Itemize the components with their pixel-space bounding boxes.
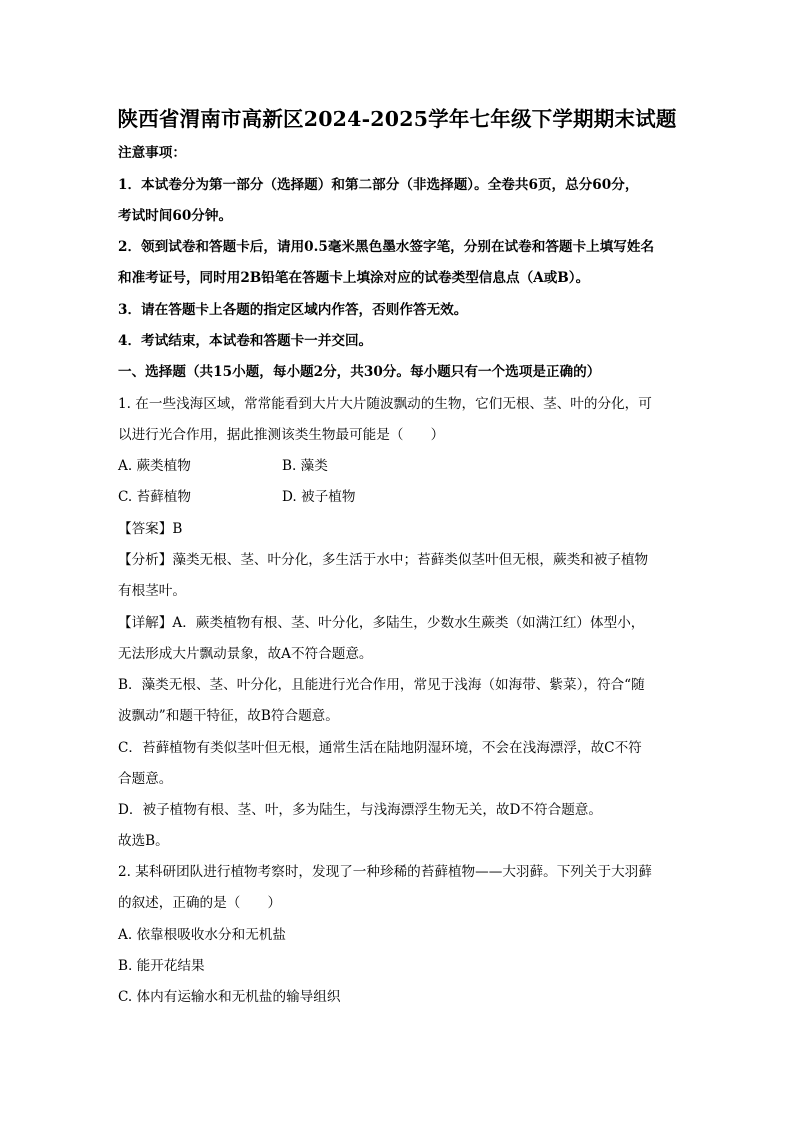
notice-item-3: 3．请在答题卡上各题的指定区域内作答，否则作答无效。: [118, 302, 468, 318]
section-heading: 一、选择题（共15小题，每小题2分，共30分。每小题只有一个选项是正确的）: [118, 364, 601, 380]
notice-item-1-line-2: 考试时间60分钟。: [118, 208, 233, 224]
question-2-option-b: B. 能开花结果: [118, 958, 205, 974]
question-1-detail-c-line-2: 合题意。: [118, 771, 173, 787]
question-1-detail-a-line-2: 无法形成大片飘动景象，故A不符合题意。: [118, 646, 373, 662]
question-1-answer: 【答案】B: [118, 521, 183, 537]
question-1-option-d: D. 被子植物: [282, 489, 356, 505]
question-2-option-c: C. 体内有运输水和无机盐的输导组织: [118, 989, 341, 1005]
notice-item-1-line-1: 1．本试卷分为第一部分（选择题）和第二部分（非选择题）。全卷共6页，总分60分，: [118, 177, 639, 193]
question-1-detail-b-line-1: B．藻类无根、茎、叶分化，且能进行光合作用，常见于浅海（如海带、紫菜），符合“随: [118, 677, 645, 693]
page-title: 陕西省渭南市高新区2024-2025学年七年级下学期期末试题: [117, 107, 677, 131]
question-1-conclusion: 故选B。: [118, 833, 169, 849]
question-1-option-c: C. 苔藓植物: [118, 489, 191, 505]
question-1-option-a: A. 蕨类植物: [118, 458, 191, 474]
question-1-detail-b-line-2: 波飘动”和题干特征，故B符合题意。: [118, 708, 339, 724]
notice-item-4: 4．考试结束，本试卷和答题卡一并交回。: [118, 333, 373, 349]
question-1-stem-line-2: 以进行光合作用，据此推测该类生物最可能是（ ）: [118, 427, 445, 443]
question-1-analysis-line-1: 【分析】藻类无根、茎、叶分化，多生活于水中；苔藓类似茎叶但无根，蕨类和被子植物: [118, 552, 649, 568]
question-1-option-b: B. 藻类: [282, 458, 328, 474]
question-1-detail-d: D．被子植物有根、茎、叶，多为陆生，与浅海漂浮生物无关，故D不符合题意。: [118, 802, 602, 818]
question-1-detail-a-line-1: 【详解】A．蕨类植物有根、茎、叶分化，多陆生，少数水生蕨类（如满江红）体型小，: [118, 615, 645, 631]
question-1-analysis-line-2: 有根茎叶。: [118, 583, 186, 599]
question-1-detail-c-line-1: C．苔藓植物有类似茎叶但无根，通常生活在陆地阴湿环境，不会在浅海漂浮，故C不符: [118, 740, 642, 756]
question-2-stem-line-2: 的叙述，正确的是（ ）: [118, 895, 282, 911]
notice-item-2-line-2: 和准考证号，同时用2B铅笔在答题卡上填涂对应的试卷类型信息点（A或B）。: [118, 270, 590, 286]
notice-heading: 注意事项：: [118, 145, 186, 161]
question-2-stem-line-1: 2. 某科研团队进行植物考察时，发现了一种珍稀的苔藓植物——大羽藓。下列关于大羽藓: [118, 864, 652, 880]
notice-item-2-line-1: 2．领到试卷和答题卡后，请用0.5毫米黑色墨水签字笔，分别在试卷和答题卡上填写姓名: [118, 239, 655, 255]
question-1-stem-line-1: 1. 在一些浅海区域，常常能看到大片大片随波飘动的生物，它们无根、茎、叶的分化，可: [118, 396, 652, 412]
question-2-option-a: A. 依靠根吸收水分和无机盐: [118, 927, 286, 943]
